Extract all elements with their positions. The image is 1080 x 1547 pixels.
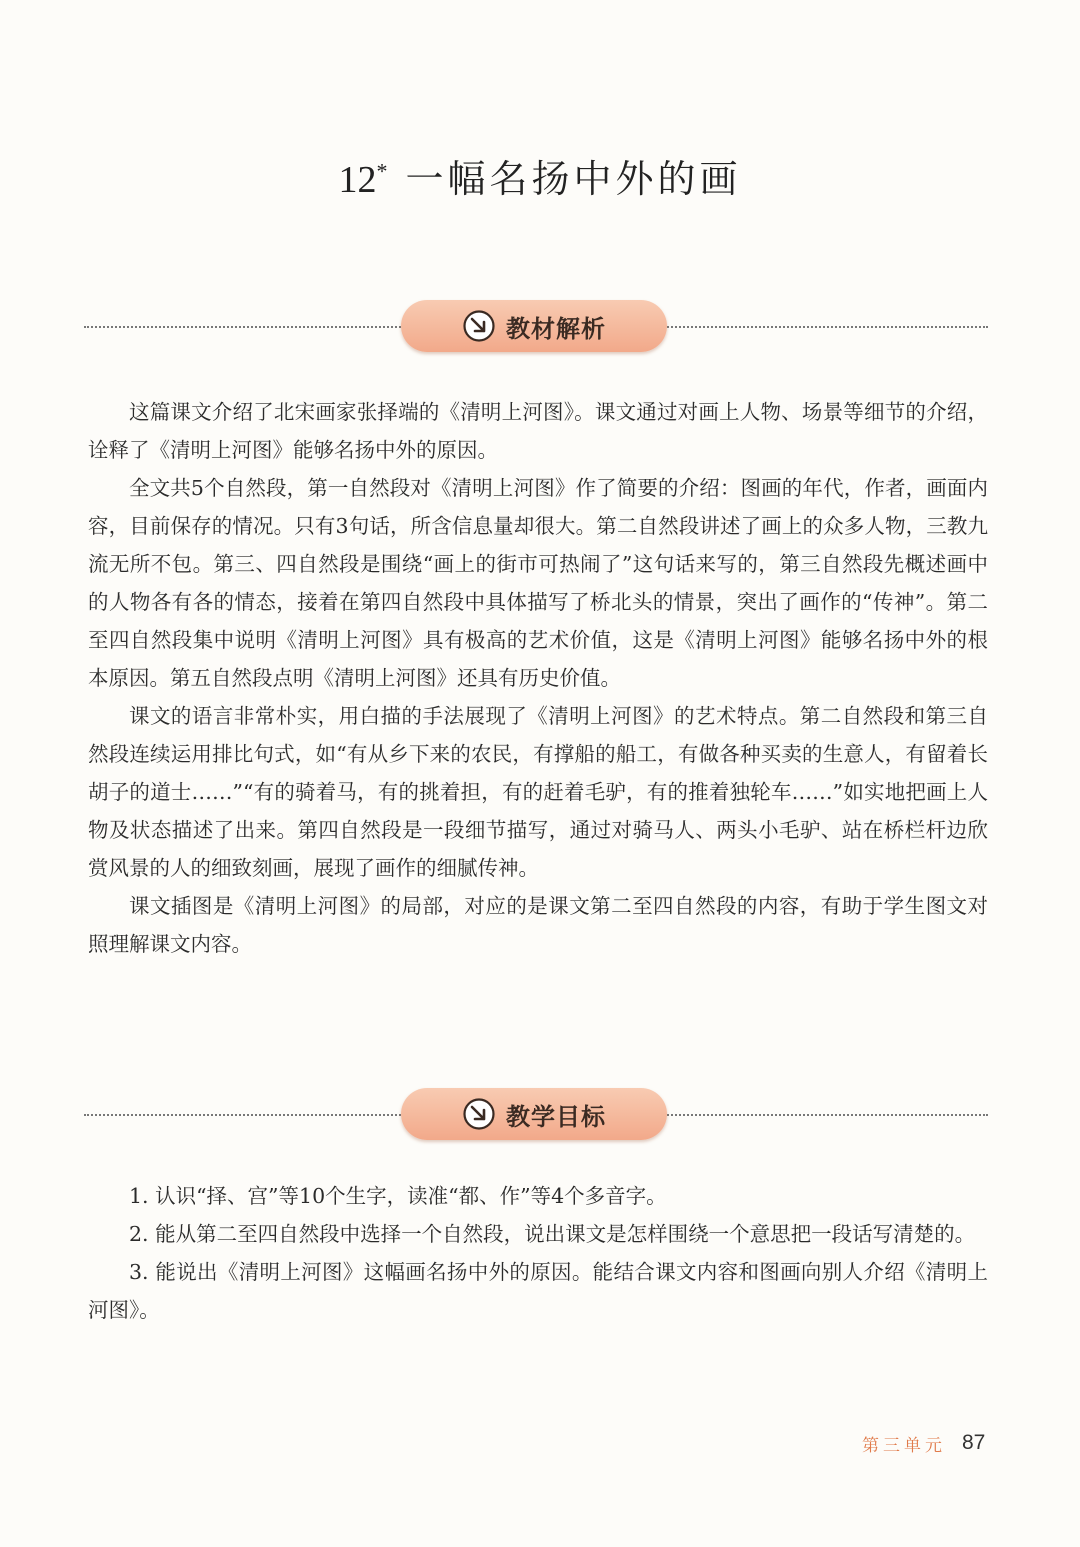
- lesson-title: [0, 148, 1080, 203]
- lesson-title-text: 一幅名扬中外的画: [405, 157, 742, 201]
- paragraph: 课文的语言非常朴实，用白描的手法展现了《清明上河图》的艺术特点。第二自然段和第三自然段连续运用排比句式，如“有从乡下来的农民，有撑船的船工，有做各种买卖的生意人，有留着长胡子的道士……”“有的骑着马，有的挑着担，有的赶着毛驴，有的推着独轮车……”如实地把画上人物及状态描述了出来。第四自然段是一段细节描写，通过对骑马人、两头小毛驴、站在桥栏杆边欣赏风景的人的细致刻画，展现了画作的细腻传神。: [88, 704, 988, 880]
- paragraph: 课文插图是《清明上河图》的局部，对应的是课文第二至四自然段的内容，有助于学生图文对照理解课文内容。: [88, 894, 988, 956]
- lesson-number: 12*: [338, 158, 388, 201]
- goals-list: [88, 1177, 988, 1329]
- section-label: 教学目标: [506, 1102, 606, 1131]
- goal-item: 2. 能从第二至四自然段中选择一个自然段，说出课文是怎样围绕一个意思把一段话写清楚的。: [129, 1222, 976, 1246]
- paragraph: 全文共5个自然段，第一自然段对《清明上河图》作了简要的介绍：图画的年代，作者，画面内容，目前保存的情况。只有3句话，所含信息量却很大。第二自然段讲述了画上的众多人物，三教九流无所不包。第三、四自然段是围绕“画上的街市可热闹了”这句话来写的，第三自然段先概述画中的人物各有各的情态，接着在第四自然段中具体描写了桥北头的情景，突出了画作的“传神”。第二至四自然段集中说明《清明上河图》具有极高的艺术价值，这是《清明上河图》能够名扬中外的根本原因。第五自然段点明《清明上河图》还具有历史价值。: [88, 476, 988, 690]
- down-right-arrow-icon: [462, 1097, 496, 1131]
- page-number: 87: [962, 1431, 986, 1454]
- section-header-goals: [84, 1088, 988, 1144]
- section-header-analysis: [84, 300, 988, 356]
- analysis-body: [88, 393, 988, 963]
- section-label: 教材解析: [506, 314, 606, 343]
- down-right-arrow-icon: [462, 309, 496, 343]
- goal-item: 3. 能说出《清明上河图》这幅画名扬中外的原因。能结合课文内容和图画向别人介绍《清明上河图》。: [88, 1260, 988, 1322]
- section-pill: [401, 300, 667, 352]
- section-pill: [401, 1088, 667, 1140]
- paragraph: 这篇课文介绍了北宋画家张择端的《清明上河图》。课文通过对画上人物、场景等细节的介绍，诠释了《清明上河图》能够名扬中外的原因。: [88, 400, 988, 462]
- unit-label: 第三单元: [862, 1435, 946, 1456]
- page-footer: [862, 1428, 992, 1458]
- goal-item: 1. 认识“择、宫”等10个生字，读准“都、作”等4个多音字。: [129, 1184, 667, 1208]
